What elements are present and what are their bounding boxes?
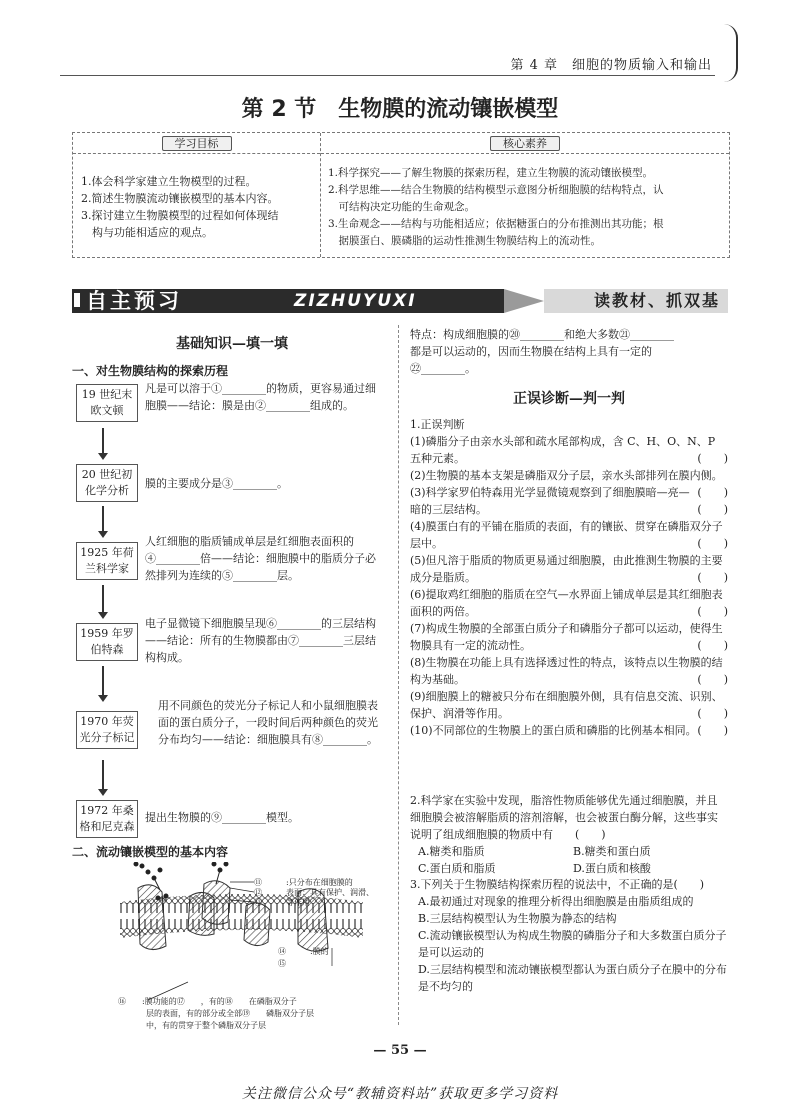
tf-item bbox=[410, 518, 728, 552]
tf-item bbox=[410, 620, 728, 654]
timeline-text: 膜的主要成分是③________。 bbox=[145, 477, 288, 490]
option-a[interactable]: A.最初通过对现象的推理分析得出细胞膜是由脂质组成的 bbox=[418, 895, 694, 908]
list-item: 可结构决定功能的生命观念。 bbox=[328, 201, 475, 213]
answer-paren[interactable]: ( ) bbox=[697, 707, 728, 720]
answer-paren[interactable]: ( ) bbox=[697, 486, 728, 499]
label-16: ⑯ :膜功能的⑰ ，有的⑱ 在磷脂双分子 bbox=[118, 997, 297, 1006]
page-corner-hook bbox=[722, 24, 738, 82]
list-item: 2.简述生物膜流动镶嵌模型的基本内容。 bbox=[81, 192, 279, 205]
option-b[interactable]: B.三层结构模型认为生物膜为静态的结构 bbox=[418, 912, 617, 925]
section-1-heading: 一、对生物膜结构的探索历程 bbox=[72, 364, 229, 378]
core-literacy-tag: 核心素养 bbox=[490, 136, 560, 151]
question-2 bbox=[410, 792, 728, 877]
timeline-text: 提出生物膜的⑨________模型。 bbox=[145, 811, 299, 824]
section-banner bbox=[72, 283, 728, 317]
question-title: 1.正误判断 bbox=[410, 418, 465, 431]
timeline-label: 1959 年罗伯特森 bbox=[76, 623, 138, 661]
text-line: 特点：构成细胞膜的⑳________和绝大多数㉑________ bbox=[410, 328, 674, 341]
timeline-arrow-icon bbox=[102, 585, 104, 613]
tf-text: (1)磷脂分子由亲水头部和疏水尾部构成，含 C、H、O、N、P 五种元素。 bbox=[410, 435, 716, 465]
question-stem: 3.下列关于生物膜结构探索历程的说法中，不正确的是( ) bbox=[410, 878, 705, 891]
list-item: 3.生命观念——结构与功能相适应；依据糖蛋白的分布推测出其功能；根 bbox=[328, 218, 664, 230]
answer-paren[interactable]: ( ) bbox=[697, 724, 728, 737]
page-number: — 55 — bbox=[373, 1043, 427, 1058]
answer-paren[interactable]: ( ) bbox=[697, 673, 728, 686]
answer-paren[interactable]: ( ) bbox=[697, 452, 728, 465]
learning-goals-tag: 学习目标 bbox=[162, 136, 232, 151]
judgement-heading: 正误诊断—判一判 bbox=[513, 391, 625, 407]
option-c[interactable]: C.流动镶嵌模型认为构成生物膜的磷脂分子和大多数蛋白质分子是可以运动的 bbox=[418, 929, 727, 959]
tf-text: (4)膜蛋白有的平铺在脂质的表面，有的镶嵌、贯穿在磷脂双分子层中。 bbox=[410, 520, 723, 550]
goals-right-header bbox=[321, 133, 729, 154]
tf-text: (3)科学家罗伯特森用光学显微镜观察到了细胞膜暗—亮—暗的三层结构。 bbox=[410, 486, 690, 516]
timeline-arrow-icon bbox=[102, 428, 104, 454]
column-divider bbox=[398, 325, 399, 1025]
answer-paren[interactable]: ( ) bbox=[697, 503, 728, 516]
tf-item bbox=[410, 654, 728, 688]
label-14: ⑭ :膜的 bbox=[278, 947, 329, 956]
tf-text: (6)提取鸡红细胞的脂质在空气—水界面上铺成单层是其红细胞表面积的两倍。 bbox=[410, 588, 723, 618]
timeline-label: 20 世纪初化学分析 bbox=[76, 464, 138, 502]
option-a[interactable]: A.糖类和脂质 bbox=[418, 845, 485, 858]
true-false-section bbox=[410, 416, 728, 739]
section-title: 第 2 节 生物膜的流动镶嵌模型 bbox=[241, 97, 559, 122]
timeline-arrow-icon bbox=[102, 760, 104, 790]
timeline-label: 19 世纪末欧文顿 bbox=[76, 384, 138, 422]
membrane-protein bbox=[202, 881, 230, 924]
tf-text: (2)生物膜的基本支架是磷脂双分子层，亲水头部排列在膜内侧。 bbox=[410, 469, 723, 482]
tf-text: (8)生物膜在功能上具有选择透过性的特点，该特点以生物膜的结构为基础。 bbox=[410, 656, 723, 686]
answer-paren[interactable]: ( ) bbox=[697, 605, 728, 618]
option-d[interactable]: D.蛋白质和核酸 bbox=[573, 862, 651, 875]
label-11: ⑪ :只分布在细胞膜的 bbox=[254, 878, 353, 887]
list-item: 3.探讨建立生物膜模型的过程如何体现结 bbox=[81, 209, 279, 222]
label-13: ⑬ 等作用 bbox=[254, 898, 310, 907]
basic-knowledge-heading: 基础知识—填一填 bbox=[176, 336, 288, 352]
banner-slogan: 读教材、抓双基 bbox=[593, 291, 720, 310]
tf-item bbox=[410, 586, 728, 620]
text-line: 都是可以运动的，因而生物膜在结构上具有一定的 bbox=[410, 345, 652, 358]
banner-arrow-icon bbox=[504, 289, 544, 313]
timeline-text: 凡是可以溶于①________的物质，更容易通过细胞膜——结论：膜是由②________组成的。 bbox=[145, 382, 376, 412]
tf-item bbox=[410, 552, 728, 586]
options-row bbox=[410, 843, 728, 860]
text-line: ㉒________。 bbox=[410, 362, 476, 375]
membrane-protein bbox=[244, 903, 270, 946]
diagram-caption-line: 层的表面，有的部分或全部⑲ 磷脂双分子层 bbox=[146, 1009, 314, 1018]
goals-left-header bbox=[73, 133, 320, 154]
timeline-arrow-icon bbox=[102, 506, 104, 532]
label-12: ⑫ 表面；具有保护、润滑、 bbox=[254, 888, 374, 897]
list-item: 构与功能相适应的观点。 bbox=[81, 226, 213, 239]
list-item: 1.科学探究——了解生物膜的探索历程，建立生物膜的流动镶嵌模型。 bbox=[328, 167, 654, 179]
answer-paren[interactable]: ( ) bbox=[697, 639, 728, 652]
timeline-text: 电子显微镜下细胞膜呈现⑥________的三层结构——结论：所有的生物膜都由⑦________三层结构构成。 bbox=[145, 617, 376, 664]
tf-item bbox=[410, 484, 728, 518]
core-literacy-list bbox=[328, 165, 664, 250]
footer-note: 关注微信公众号“教辅资料站”获取更多学习资料 bbox=[241, 1086, 559, 1102]
option-d[interactable]: D.三层结构模型和流动镶嵌模型都认为蛋白质分子在膜中的分布是不均匀的 bbox=[418, 963, 727, 993]
learning-goals-list bbox=[81, 173, 279, 241]
banner-square-icon bbox=[74, 293, 80, 307]
fluid-mosaic-feature-text bbox=[410, 326, 728, 377]
section-2-heading: 二、流动镶嵌模型的基本内容 bbox=[72, 845, 229, 859]
banner-title: 自主预习 bbox=[86, 289, 182, 313]
timeline-text: 用不同颜色的荧光分子标记人和小鼠细胞膜表面的蛋白质分子，一段时间后两种颜色的荧光分布均匀——结论：细胞膜具有⑧________。 bbox=[158, 699, 378, 746]
goals-divider bbox=[320, 133, 321, 257]
tf-text: (7)构成生物膜的全部蛋白质分子和磷脂分子都可以运动，使得生物膜具有一定的流动性。 bbox=[410, 622, 723, 652]
options-row bbox=[410, 860, 728, 877]
question-stem: 2.科学家在实验中发现，脂溶性物质能够优先通过细胞膜，并且细胞膜会被溶解脂质的溶剂溶解，也会被蛋白酶分解，这些事实说明了组成细胞膜的物质中有 ( ) bbox=[410, 794, 718, 841]
tf-text: (5)但凡溶于脂质的物质更易通过细胞膜，由此推测生物膜的主要成分是脂质。 bbox=[410, 554, 723, 584]
chapter-header: 第 4 章 细胞的物质输入和输出 bbox=[510, 58, 712, 73]
label-10: ⑩ bbox=[160, 895, 168, 904]
answer-paren[interactable]: ( ) bbox=[697, 537, 728, 550]
tf-item bbox=[410, 433, 728, 467]
membrane-diagram bbox=[118, 862, 388, 1042]
answer-paren[interactable]: ( ) bbox=[697, 571, 728, 584]
tf-item bbox=[410, 467, 728, 499]
header-rule bbox=[60, 75, 715, 76]
list-item: 2.科学思维——结合生物膜的结构模型示意图分析细胞膜的结构特点，认 bbox=[328, 184, 664, 196]
list-item: 据膜蛋白、膜磷脂的运动性推测生物膜结构上的流动性。 bbox=[328, 235, 601, 247]
timeline-text: 人红细胞的脂质铺成单层是红细胞表面积的④________倍——结论：细胞膜中的脂质分子必然排列为连续的⑤________层。 bbox=[145, 535, 376, 582]
banner-pinyin: ZIZHUYUXI bbox=[294, 291, 417, 311]
tf-item bbox=[410, 722, 728, 739]
question-3 bbox=[410, 876, 728, 995]
timeline-label: 1925 年荷兰科学家 bbox=[76, 542, 138, 580]
timeline-label: 1970 年荧光分子标记 bbox=[76, 711, 138, 749]
list-item: 1.体会科学家建立生物模型的过程。 bbox=[81, 175, 257, 188]
goals-box bbox=[72, 132, 730, 258]
tf-item bbox=[410, 688, 728, 722]
option-b[interactable]: B.糖类和蛋白质 bbox=[573, 845, 651, 858]
tf-text: (10)不同部位的生物膜上的蛋白质和磷脂的比例基本相同。 bbox=[410, 724, 697, 737]
label-15: ⑮ bbox=[278, 959, 286, 968]
timeline-label: 1972 年桑格和尼克森 bbox=[76, 800, 138, 838]
option-c[interactable]: C.蛋白质和脂质 bbox=[418, 862, 496, 875]
tf-text: (9)细胞膜上的糖被只分布在细胞膜外侧，具有信息交流、识别、保护、润滑等作用。 bbox=[410, 690, 723, 720]
timeline-arrow-icon bbox=[102, 666, 104, 696]
diagram-caption-line: 中，有的贯穿于整个磷脂双分子层 bbox=[146, 1021, 266, 1030]
